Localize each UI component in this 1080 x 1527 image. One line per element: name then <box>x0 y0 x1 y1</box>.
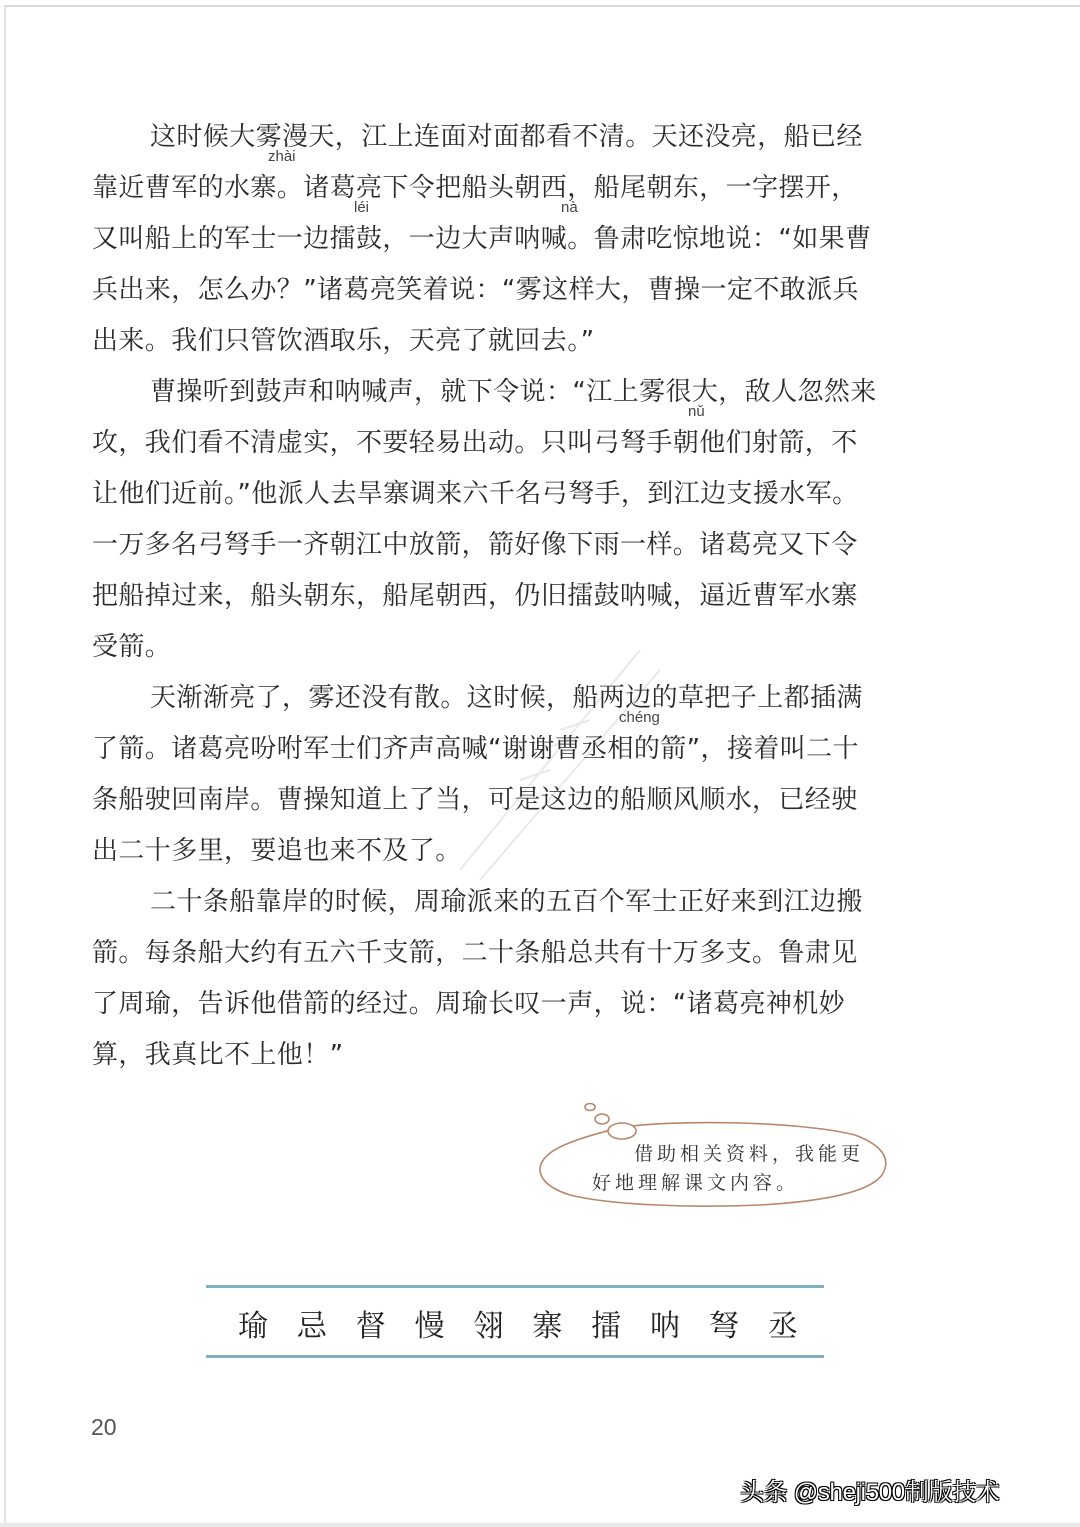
text-line <box>92 673 938 724</box>
text-line <box>92 199 938 265</box>
text-line <box>92 148 938 214</box>
paragraph-1 <box>92 112 938 367</box>
text-line <box>92 112 938 163</box>
text-line <box>92 571 938 622</box>
vocab-char: 瑜 <box>238 1309 268 1344</box>
line-text: 攻，我们看不清虚实，不要轻易出动。只叫弓弩手朝他们射箭，不 <box>92 428 858 458</box>
bubble-line-1: 借助相关资料，我能更 <box>634 1143 865 1165</box>
vocab-char: 弩 <box>709 1309 739 1344</box>
vocab-char: 呐 <box>650 1309 681 1344</box>
vocab-char: 督 <box>355 1309 386 1344</box>
text-line <box>92 826 938 877</box>
paragraph-4 <box>92 877 938 1081</box>
vocab-bottom-rule <box>206 1355 824 1358</box>
page-number: 20 <box>91 1414 117 1440</box>
pinyin-lei: léi <box>354 199 370 216</box>
line-text: 出来。我们只管饮酒取乐，天亮了就回去。” <box>92 326 595 356</box>
vocab-char: 慢 <box>414 1309 445 1344</box>
line-text: 了周瑜，告诉他借箭的经过。周瑜长叹一声，说：“诸葛亮神机妙 <box>92 989 846 1019</box>
text-line <box>92 622 938 673</box>
line-text: 兵出来，怎么办？”诸葛亮笑着说：“雾这样大，曹操一定不敢派兵 <box>92 275 859 305</box>
paragraph-3 <box>92 673 938 877</box>
thought-bubble <box>530 1095 900 1220</box>
text-line <box>92 469 938 520</box>
line-text: 靠近曹军的水寨。诸葛亮下令把船头朝西，船尾朝东，一字摆开， <box>92 173 858 203</box>
line-text: 一万多名弓弩手一齐朝江中放箭，箭好像下雨一样。诸葛亮又下令 <box>92 530 858 560</box>
pinyin-na: nà <box>561 199 578 216</box>
lesson-text <box>92 112 938 1081</box>
text-line <box>92 877 938 928</box>
vocabulary-box <box>206 1285 824 1357</box>
text-line <box>92 265 938 316</box>
pinyin-zhai: zhài <box>268 148 296 165</box>
line-text: 这时候大雾漫天，江上连面对面都看不清。天还没亮，船已经 <box>150 122 863 152</box>
paragraph-2 <box>92 367 938 673</box>
text-line <box>92 709 938 775</box>
text-line <box>92 367 938 418</box>
vocab-char: 丞 <box>767 1309 798 1344</box>
text-line <box>92 775 938 826</box>
line-text: 条船驶回南岸。曹操知道上了当，可是这边的船顺风顺水，已经驶 <box>92 785 858 815</box>
line-text: 又叫船上的军士一边擂鼓，一边大声呐喊。鲁肃吃惊地说：“如果曹 <box>92 224 872 254</box>
line-text: 天渐渐亮了，雾还没有散。这时候，船两边的草把子上都插满 <box>150 683 863 713</box>
pinyin-cheng: chéng <box>619 709 660 726</box>
vocab-char: 翎 <box>473 1309 504 1344</box>
line-text: 受箭。 <box>92 632 172 662</box>
text-line <box>92 316 938 367</box>
line-text: 算，我真比不上他！” <box>92 1040 344 1070</box>
text-line <box>92 1030 938 1081</box>
text-line <box>92 403 938 469</box>
pinyin-nu: nǔ <box>688 403 705 420</box>
source-watermark: 头条 @sheji500制版技术 <box>740 1479 1000 1506</box>
line-text: 箭。每条船大约有五六千支箭，二十条船总共有十万多支。鲁肃见 <box>92 938 858 968</box>
line-text: 让他们近前。”他派人去旱寨调来六千名弓弩手，到江边支援水军。 <box>92 479 859 509</box>
vocab-top-rule <box>206 1285 824 1288</box>
text-line <box>92 520 938 571</box>
vocab-char: 寨 <box>532 1309 563 1344</box>
line-text: 出二十多里，要追也来不及了。 <box>92 836 462 866</box>
thought-bubble-text <box>592 1140 882 1198</box>
text-line <box>92 979 938 1030</box>
line-text: 二十条船靠岸的时候，周瑜派来的五百个军士正好来到江边搬 <box>150 887 863 917</box>
vocab-char: 忌 <box>296 1309 327 1344</box>
line-text: 了箭。诸葛亮吩咐军士们齐声高喊“谢谢曹丞相的箭”，接着叫二十 <box>92 734 859 764</box>
bottom-edge <box>0 1523 1080 1527</box>
vocab-char: 擂 <box>591 1309 622 1344</box>
vocab-characters <box>238 1301 798 1345</box>
line-text: 把船掉过来，船头朝东，船尾朝西，仍旧擂鼓呐喊，逼近曹军水寨 <box>92 581 858 611</box>
text-line <box>92 928 938 979</box>
line-text: 曹操听到鼓声和呐喊声，就下令说：“江上雾很大，敌人忽然来 <box>150 377 877 407</box>
bubble-line-2: 好地理解课文内容。 <box>592 1172 800 1194</box>
